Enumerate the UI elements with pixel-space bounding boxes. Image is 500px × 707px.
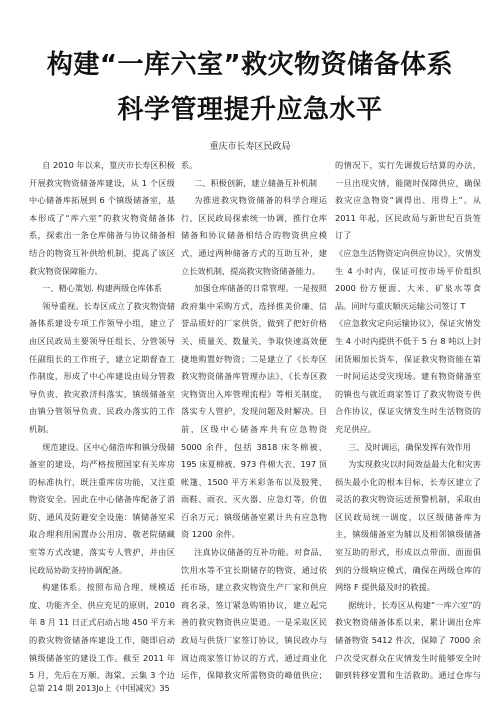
page-footer: 总第 214 期 2013Jo上《中国减灾》35 <box>29 684 170 693</box>
section-heading: 三、及时调运，确保发挥有效作用 <box>348 441 471 452</box>
section-heading: 一、精心策划. 构建两级仓库体系 <box>42 283 162 294</box>
text-column-3 <box>335 157 481 682</box>
paragraph: 自 2010 年以来，篁庆市长寿区积极开展救灾物资储备库建设，从 1 个区级中心储备库拓展到 6 个镇级储备室，基本形成了“库六室”的救灾物资储备体系，探索出一条仓库储备与协议储备相结合的物资互补供给机制，提高了该区救灾物资保障能力。 <box>29 160 175 276</box>
title-line-1: 构建“一库六室”救灾物资储备体系 <box>46 50 454 80</box>
paragraph: 规范建设。区中心储浩库和镇分级储备室的建设，均严格按照国家有关库房的标准执行，既注重库房功能，又注重物资安全。因此在中心储备库配备了消防、通风及防避安全设施：镇储备室采取合理利用闲置办公用房、敬老院储藏室等方式改建，落实专人管护，并由区民政局协助支持协调配备。 <box>29 441 175 575</box>
title-line-2: 科学管理提升应急水平 <box>117 95 383 125</box>
paragraph: 加强仓库储备的日常管理。一是按照政府集中采购方式，选择推美价廉、信誉品质好的厂家供货，做到了把好价格关、质量关、数量关，争取快速高效便捷地购置好物资；二是建立了《长寿区救灾物资储备库管理办法》、《长寿区救灾物资出入库管理流程》等相关制度，落实专人管护，发现问题及时解决。目前，区级中心储备库共有应急物资 5000 余件，包括 3818 床冬棉被、195 床夏棉被、973 件棉大衣、197 顶帐篷、1500 平方米彩条布以及胶凳、雨鞋、雨衣、灭火器、应急灯等，价值百余万元；镇级储备室累计共有应急物资 1200 余件。 <box>181 283 327 540</box>
paragraph: 注真协议储备的互补功能。对食品、饮用水等不宜长期储存的物资，通过依托市场，建立救灾物资生产厂家和供应商名录，签订紧急购销协议，建立起完善的救灾物资供应渠道。一是采取区民政局与供货厂家签订协议，镇民政办与周边商家签订协议的方式，通过商业化运作，保障救灾所需物资的峰值供应； <box>181 547 327 681</box>
paragraph: 构建体系。按照布局合理、规模适度、功能齐全、供应充足的原则，2010 年 8 月 11 日正式启动占地 450 平方米的救灾物资储备库建设工作，随即启动镇级储备室的建设工作。截至 2011 年 5 月，先后在万顺、海棠、云集 3 个边 <box>29 582 175 681</box>
paragraph: 为实现救灾以时间效益最大化和灾害损失最小化的根本目标，长寿区建立了灵活的救灾物资运送预警机制，采取由区民政局统一调度，以区级储备库为主，镇级储备室为辅以及相邻镇级储备室互助的形式，形成以点带面、面面俱到的分级响应模式，确保在两级仓库的网络 F 提供最及时的救援。 <box>335 459 481 593</box>
author-line: 重庆市长寿区民政局 <box>209 142 291 152</box>
text-column-2 <box>181 157 327 682</box>
text-column-1 <box>29 157 175 682</box>
paragraph: 《应急生活物资定向供应协议》，灾情发生 4 小时内，保证可按市场平价组织 2000 份方便面、大米、矿泉水等食品。同时与重庆顺庆运输公司签订 T <box>335 247 481 311</box>
paragraph: 领导重视。长寿区成立了救灾物资储备体系建设专项工作领导小组，建立了由区民政局主要领导任组长、分管领导任副组长的工作班子，建立定期督查工作制度，形成了中心库建设由局分管救导负责、救灾救济科落实，镇级储备室由镇分管领导负责、民政办落实的工作机制。 <box>29 300 175 434</box>
paragraph: 的情况下，实行先调拨后结算的办法，一旦出现灾情，能随时保障供应，确保救灾应急物资“调得出、用得上”。从 2011 年起，区民政局与新世纪百货签订了 <box>335 160 481 241</box>
paragraph: 据统计，长寿区从构建“一库六室”的救灾物资储备体系以来，累计调出仓库储备物资 5412 件次，保障了 7000 余户次受灾群众在灾情发生时能够安全时御到转移安置和生活救助。通过仓库与 <box>335 599 481 681</box>
section-heading: 二、积极创新，建立储备互补机制 <box>194 177 317 188</box>
paragraph: 《应急救灾定向运输协议》，保证灾情发生 4 小时内提供不低于 5 台 8 吨以上封闭货厢加长货车，保证救灾物资能在第一时间运达受灾现场。建有物资储备室的镇也与就近商家签订了救灾物资专供合作协议，保证灾情发生时生活物资的充足供应。 <box>335 318 481 434</box>
paragraph: 系。 <box>181 160 198 170</box>
paragraph: 为推进救灾物资储备的科学合理运行，区民政局探索统一协调，推行仓库储备和协议储备相结合的物资供应模式，通过两种储备方式的互助互补，建立长效机制，提高救灾物资储备能力。 <box>181 195 327 276</box>
